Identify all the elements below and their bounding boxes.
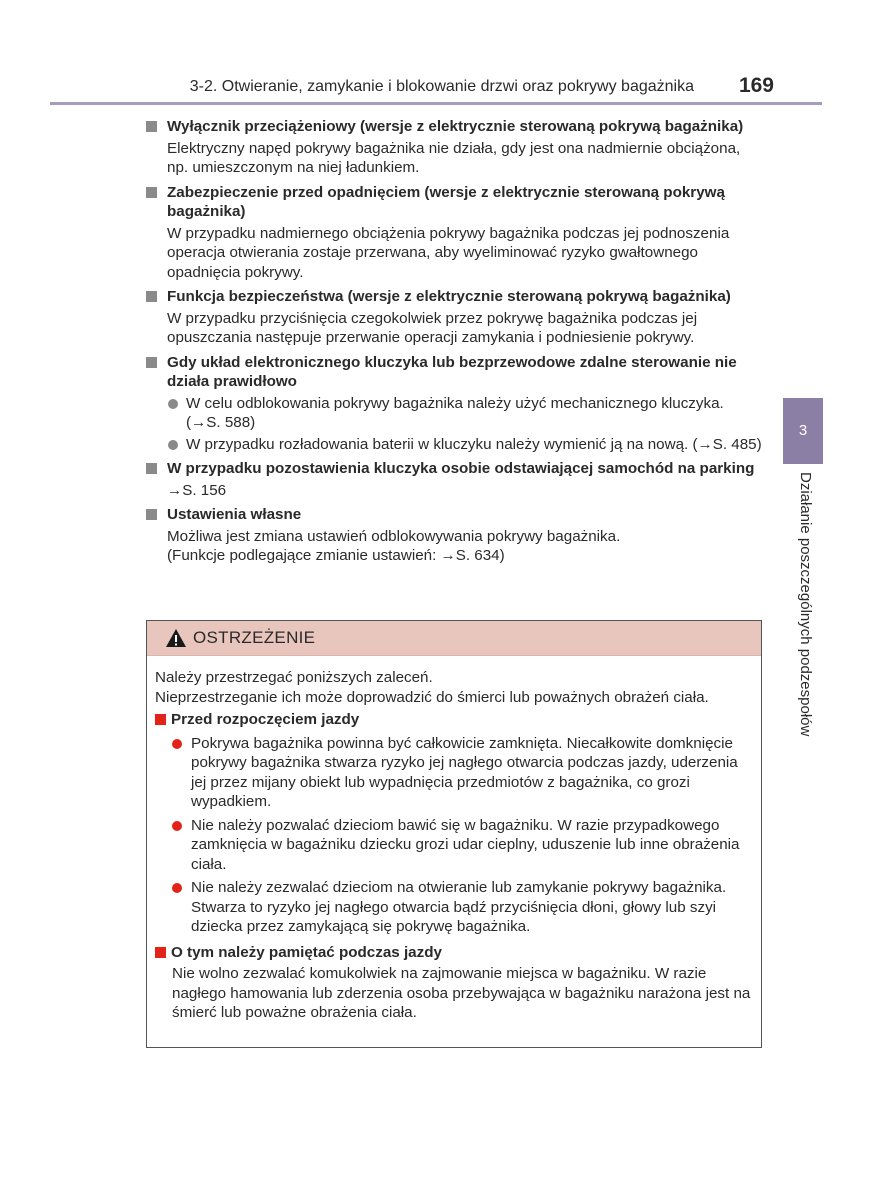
list-item: W celu odblokowania pokrywy bagażnika należy użyć mechanicznego kluczyka. (→S. 588) <box>146 394 762 433</box>
section-valet-parking <box>146 459 762 500</box>
chapter-label: Działanie poszczególnych podzespołów <box>797 472 814 737</box>
warning-box <box>146 620 762 1048</box>
item-title: Zabezpieczenie przed opadnięciem (wersje z elektrycznie sterowaną pokrywą bagażnika) <box>167 183 725 220</box>
section-overload-switch <box>146 117 762 178</box>
red-square-icon <box>155 714 166 725</box>
warning-subheading: Przed rozpoczęciem jazdy <box>155 710 751 730</box>
warning-triangle-icon <box>165 628 187 648</box>
warning-intro: Nieprzestrzeganie ich może doprowadzić do śmierci lub poważnych obrażeń ciała. <box>155 688 709 706</box>
section-custom-settings <box>146 505 762 566</box>
warning-header <box>147 621 761 656</box>
red-dot-icon <box>172 821 182 831</box>
square-bullet-icon <box>146 291 157 302</box>
square-bullet-icon <box>146 509 157 520</box>
chapter-tab <box>783 398 823 464</box>
red-dot-icon <box>172 739 182 749</box>
section-key-malfunction <box>146 353 762 455</box>
item-title: Gdy układ elektronicznego kluczyka lub bezprzewodowe zdalne sterowanie nie działa prawidłowo <box>167 353 737 390</box>
section-drop-protection <box>146 183 762 283</box>
square-bullet-icon <box>146 187 157 198</box>
warning-text: Nie wolno zezwalać komukolwiek na zajmowanie miejsca w bagażniku. W razie nagłego hamowania lub zderzenia osoba przebywająca w bagażniku narażona jest na śmierć lub poważne obrażenia ciała. <box>172 965 751 1021</box>
list-item: Pokrywa bagażnika powinna być całkowicie zamknięta. Niecałkowite domknięcie pokrywy bagażnika stwarza ryzyko jej nagłego otwarcia podczas jazdy, uderzenia jej przez mijany obiekt lub wypadnięcia przedmiotów z bagażnika, co grozi wypadkiem. <box>155 734 751 812</box>
red-dot-icon <box>172 883 182 893</box>
item-body: Elektryczny napęd pokrywy bagażnika nie działa, gdy jest ona nadmiernie obciążona, np. umieszczonym na niej ładunkiem. <box>167 139 741 176</box>
section-title: 3-2. Otwieranie, zamykanie i blokowanie drzwi oraz pokrywy bagażnika <box>189 78 694 95</box>
warning-title: OSTRZEŻENIE <box>193 628 316 647</box>
chapter-number: 3 <box>798 422 808 439</box>
item-title: Funkcja bezpieczeństwa (wersje z elektrycznie sterowaną pokrywą bagażnika) <box>167 288 731 305</box>
item-body: W przypadku przyciśnięcia czegokolwiek przez pokrywę bagażnika podczas jej opuszczania następuje przerwanie operacji zamykania i podniesienie pokrywy. <box>167 309 698 346</box>
square-bullet-icon <box>146 463 157 474</box>
list-item: Nie należy zezwalać dzieciom na otwieranie lub zamykanie pokrywy bagażnika. Stwarza to ryzyko jej nagłego otwarcia bądź przyciśnięcia dłoni, głowy lub szyi dziecka przez zamykającą się pokrywę bagażnika. <box>155 878 751 937</box>
square-bullet-icon <box>146 121 157 132</box>
page-header <box>50 72 822 105</box>
round-bullet-icon <box>168 440 178 450</box>
warning-subheading: O tym należy pamiętać podczas jazdy <box>155 943 751 963</box>
warning-intro: Należy przestrzegać poniższych zaleceń. <box>155 669 433 686</box>
item-body-reference: (Funkcje podlegające zmianie ustawień: →S. 634) <box>167 547 505 564</box>
item-body: Możliwa jest zmiana ustawień odblokowywania pokrywy bagażnika. <box>167 527 621 545</box>
warning-body <box>147 656 761 1023</box>
item-title: W przypadku pozostawienia kluczyka osobie odstawiającej samochód na parking <box>167 460 755 477</box>
list-item: Nie należy pozwalać dzieciom bawić się w bagażniku. W razie przypadkowego zamknięcia w bagażniku dziecku grozi udar cieplny, uduszenie lub inne obrażenia ciała. <box>155 816 751 875</box>
main-content <box>146 117 762 571</box>
item-body: W przypadku nadmiernego obciążenia pokrywy bagażnika podczas jej podnoszenia operacja otwierania zostaje przerwana, aby wyeliminować ryzyko gwałtownego opadnięcia pokrywy. <box>167 224 730 281</box>
section-safety-function <box>146 287 762 348</box>
item-title: Wyłącznik przeciążeniowy (wersje z elektrycznie sterowaną pokrywą bagażnika) <box>167 118 744 135</box>
red-square-icon <box>155 947 166 958</box>
page-reference: →S. 156 <box>167 481 227 499</box>
round-bullet-icon <box>168 399 178 409</box>
list-item: W przypadku rozładowania baterii w kluczyku należy wymienić ją na nową. (→S. 485) <box>146 435 762 455</box>
square-bullet-icon <box>146 357 157 368</box>
item-title: Ustawienia własne <box>167 506 302 523</box>
page-number: 169 <box>738 74 774 97</box>
